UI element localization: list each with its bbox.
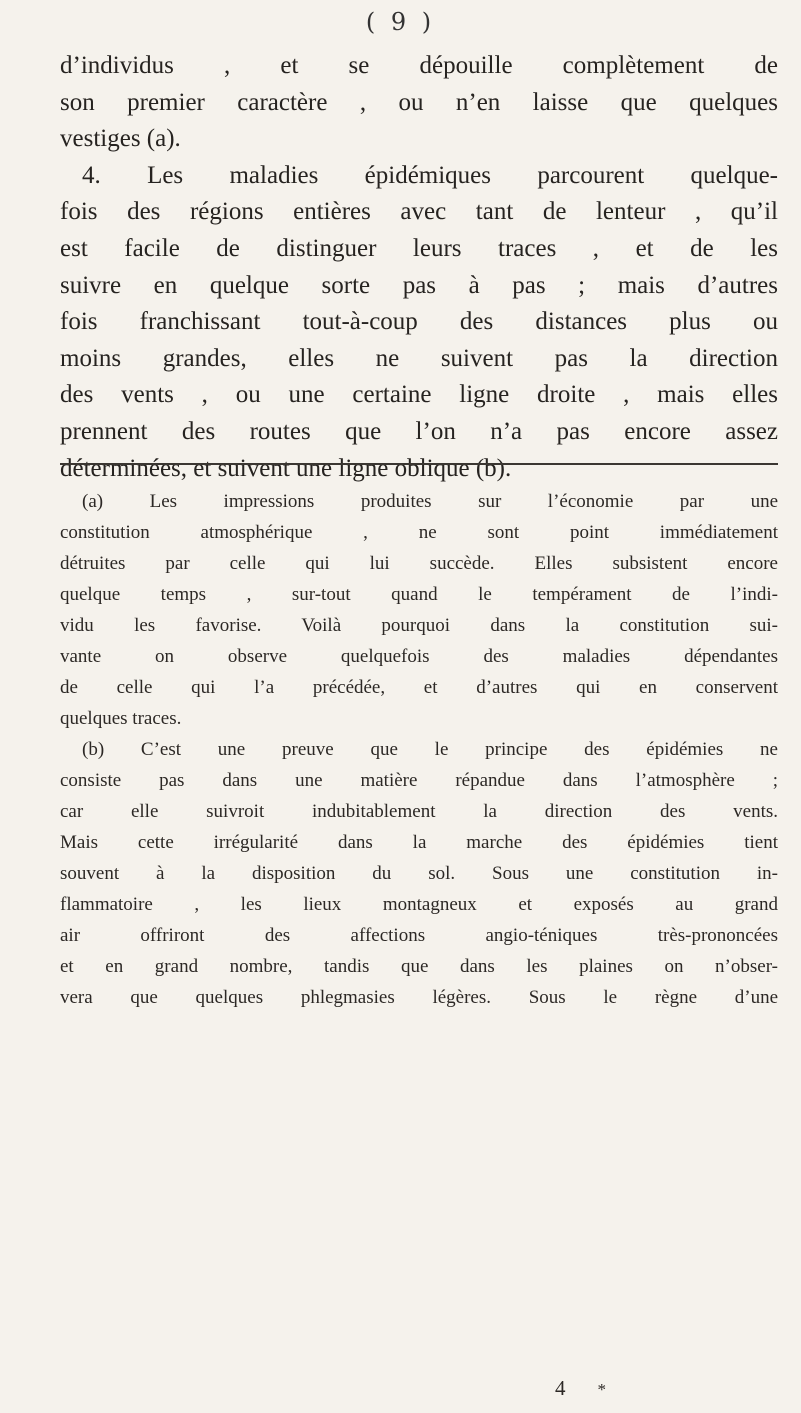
footnote-line: vante on observe quelquefois des maladies dépendantes xyxy=(60,646,778,667)
body-line: son premier caractère , ou n’en laisse que quelques xyxy=(60,88,778,116)
footnote-line: air offriront des affections angio-téniques très-prononcées xyxy=(60,925,778,946)
body-line: suivre en quelque sorte pas à pas ; mais d’autres xyxy=(60,271,778,299)
body-line: moins grandes, elles ne suivent pas la direction xyxy=(60,344,778,372)
footnote-line: détruites par celle qui lui succède. Elles subsistent encore xyxy=(60,553,778,574)
footnote-line: consiste pas dans une matière répandue dans l’atmosphère ; xyxy=(60,770,778,791)
signature-mark: * xyxy=(597,1380,608,1399)
footnote-line: et en grand nombre, tandis que dans les plaines on n’obser- xyxy=(60,956,778,977)
footnote-line: Mais cette irrégularité dans la marche des épidémies tient xyxy=(60,832,778,853)
body-line: des vents , ou une certaine ligne droite , mais elles xyxy=(60,381,778,409)
body-line: fois franchissant tout-à-coup des distances plus ou xyxy=(60,308,778,336)
footnote-line: (a) Les impressions produites sur l’économie par une xyxy=(82,491,778,512)
footnote-line: (b) C’est une preuve que le principe des épidémies ne xyxy=(82,739,778,760)
main-body-text xyxy=(60,48,778,487)
body-line: déterminées, et suivent une ligne oblique (b). xyxy=(60,454,512,482)
signature-number: 4 xyxy=(555,1376,568,1400)
body-line: vestiges (a). xyxy=(60,125,181,153)
footnote-line: souvent à la disposition du sol. Sous une constitution in- xyxy=(60,863,778,884)
footnote-line: vidu les favorise. Voilà pourquoi dans la constitution sui- xyxy=(60,615,778,636)
body-line: 4. Les maladies épidémiques parcourent quelque- xyxy=(82,161,778,189)
footnote-line: car elle suivroit indubitablement la direction des vents. xyxy=(60,801,778,822)
footnote-line: de celle qui l’a précédée, et d’autres qui en conservent xyxy=(60,677,778,698)
body-line: d’individus , et se dépouille complètement de xyxy=(60,52,778,79)
body-line: est facile de distinguer leurs traces , et de les xyxy=(60,234,778,262)
footnote-divider xyxy=(60,463,778,465)
footnotes xyxy=(60,486,778,1013)
page-number: ( 9 ) xyxy=(365,8,436,36)
footnote-line: constitution atmosphérique , ne sont point immédiatement xyxy=(60,522,778,543)
gathering-signature xyxy=(555,1376,608,1401)
body-line: prennent des routes que l’on n’a pas encore assez xyxy=(60,417,778,445)
footnote-line: quelques traces. xyxy=(60,708,182,729)
footnote-line: quelque temps , sur-tout quand le tempérament de l’indi- xyxy=(60,584,778,605)
footnote-line: flammatoire , les lieux montagneux et exposés au grand xyxy=(60,894,778,915)
footnote-line: vera que quelques phlegmasies légères. Sous le règne d’une xyxy=(60,987,778,1008)
body-line: fois des régions entières avec tant de lenteur , qu’il xyxy=(60,198,778,226)
